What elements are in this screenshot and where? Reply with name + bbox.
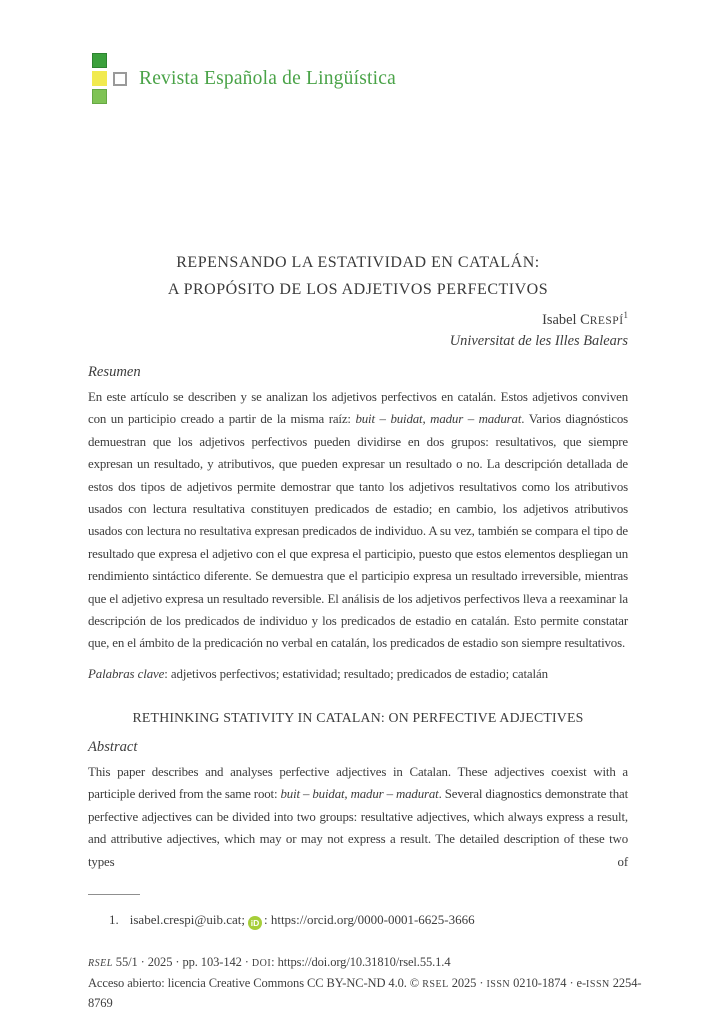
footnote-1 xyxy=(88,912,628,930)
text-segment: . Several diagnostics demonstrate that perfective adjectives can be divided into two groups: resultative adjectives, which always express a result, and attributive adjectives, which may or may not express a result. The detailed description of these two types of xyxy=(88,787,629,869)
abstract-heading: Abstract xyxy=(88,738,138,755)
resumen-paragraph xyxy=(88,386,628,655)
text-segment: 0210-1874 · e- xyxy=(510,975,587,990)
text-segment: 2254-8769 xyxy=(88,975,642,1010)
orcid-icon[interactable] xyxy=(248,916,262,930)
text-segment: 2025 · xyxy=(448,975,487,990)
journal-masthead xyxy=(92,53,396,105)
footnote-area xyxy=(88,894,628,930)
text-segment: This paper describes and analyses perfective adjectives in Catalan. These adjectives coexist with a participle derived from the same root: xyxy=(88,764,628,802)
journal-logo-icon xyxy=(92,53,130,105)
logo-square-light-green xyxy=(92,89,107,104)
text-segment: : https://doi.org/10.31810/rsel.55.1.4 xyxy=(271,955,451,969)
orcid-url-link[interactable]: : https://orcid.org/0000-0001-6625-3666 xyxy=(263,912,475,927)
abstract-paragraph xyxy=(88,761,628,873)
text-segment: Palabras clave xyxy=(88,666,165,681)
text-segment: RSEL xyxy=(422,978,449,990)
text-segment: En este artículo se describen y se analizan los adjetivos perfectivos en catalán. Estos adjetivos conviven con un participio creado a partir de la misma raíz: xyxy=(88,390,628,427)
text-segment: 55/1 · 2025 · pp. 103-142 · xyxy=(112,955,252,969)
text-segment: Acceso abierto: licencia Creative Commons CC BY-NC-ND 4.0. © xyxy=(88,975,423,990)
author-name xyxy=(88,312,628,329)
text-segment: ISSN xyxy=(486,978,511,990)
text-segment: buit – buidat, madur – madurat xyxy=(355,412,522,427)
page-footer xyxy=(88,953,648,1013)
author-affiliation: Universitat de les Illes Balears xyxy=(449,333,628,349)
text-segment: : adjetivos perfectivos; estatividad; resultado; predicados de estadio; catalán xyxy=(164,666,548,681)
author-email-link[interactable]: isabel.crespi@uib.cat; xyxy=(129,912,245,927)
orcid-icon-glyph: iD xyxy=(250,918,260,928)
footnote-separator-rule xyxy=(88,894,140,895)
text-segment: RSEL xyxy=(88,958,113,969)
citation-doi-line xyxy=(88,953,648,974)
text-segment: . Varios diagnósticos demuestran que los adjetivos perfectivos pueden dividirse en dos grupos: resultativos, que siempre expresan un resultado, y atributivos, que pueden expresar un resultado o no. La descripción detallada de estos dos tipos de adjetivos permite demostrar que tanto los adjetivos resultativos como los atributivos usados con lectura resultativa constituyen predicados de estadio; en cambio, los adjetivos atributivos usados con lectura no resultativa expresan predicados de individuo. A su vez, también se compara el tipo de resultado que expresa el adjetivo con el que expresa el participio, puesto que estos elementos despliegan un rendimiento sintáctico diferente. Se demuestra que el participio expresa un resultado irreversible, mientras que el adjetivo expresa un resultado reversible. El análisis de los adjetivos perfectivos lleva a reexaminar la descripción de los predicados de individuo y los predicados de estadio en catalán. Esto permite constatar que, en el ámbito de la predicación no verbal en catalán, los predicados de estadio son siempre resultativos. xyxy=(88,412,628,651)
text-segment: RESPÍ xyxy=(589,315,624,327)
logo-square-dark-green xyxy=(92,53,107,68)
article-title xyxy=(88,250,628,303)
footnote-number: 1. xyxy=(109,912,119,927)
text-segment: 1 xyxy=(623,310,628,321)
text-segment: Isabel C xyxy=(542,312,590,328)
text-segment: buit – buidat, madur – madurat xyxy=(280,787,439,802)
logo-square-outline xyxy=(113,72,127,86)
english-title: RETHINKING STATIVITY IN CATALAN: ON PERFECTIVE ADJECTIVES xyxy=(132,709,584,725)
article-title-line-2: A PROPÓSITO DE LOS ADJETIVOS PERFECTIVOS xyxy=(167,280,549,298)
text-segment: DOI xyxy=(251,958,272,969)
license-issn-line xyxy=(88,974,648,1013)
text-segment: ISSN xyxy=(586,978,610,990)
logo-square-yellow xyxy=(92,71,107,86)
keywords-line xyxy=(88,667,628,682)
article-content xyxy=(88,250,628,873)
resumen-heading: Resumen xyxy=(88,364,141,380)
journal-name: Revista Española de Lingüística xyxy=(139,68,396,89)
article-title-line-1: REPENSANDO LA ESTATIVIDAD EN CATALÁN: xyxy=(176,254,540,271)
